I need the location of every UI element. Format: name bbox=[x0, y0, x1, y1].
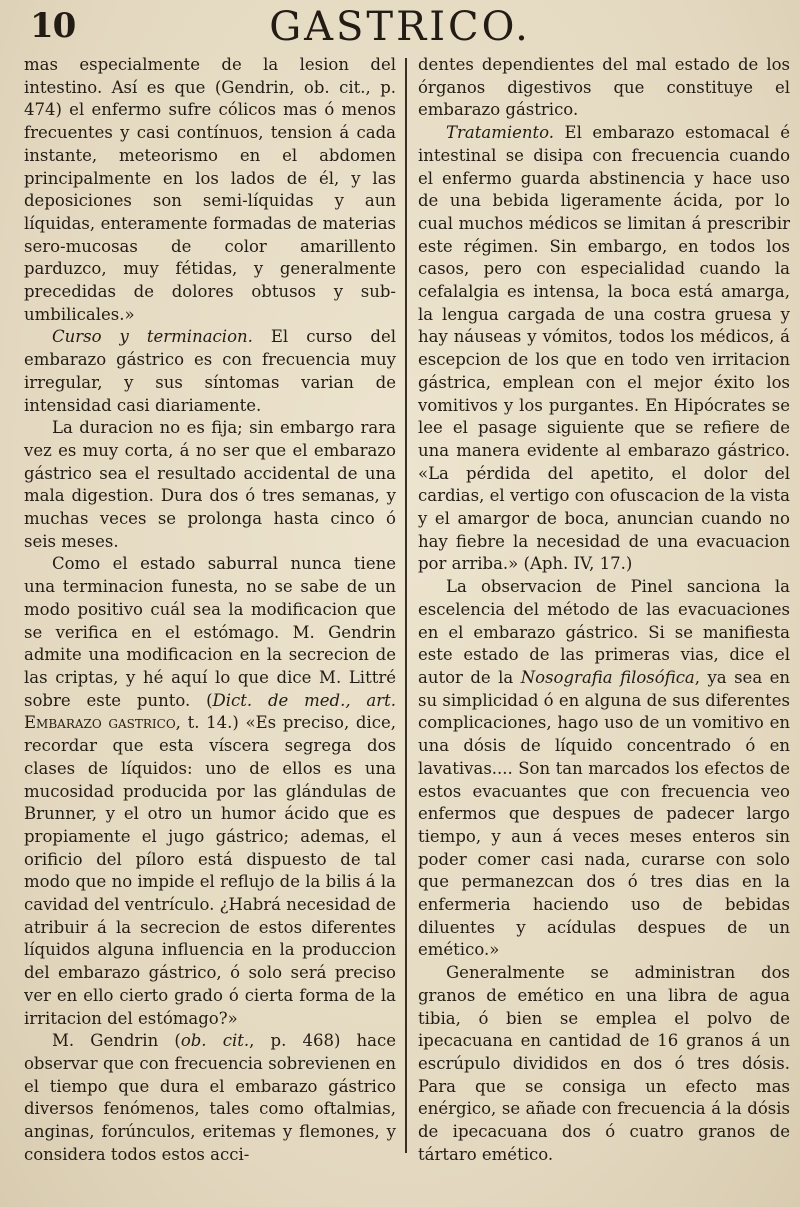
right-column bbox=[418, 54, 790, 1166]
gendrin-text-2: , p. 468) hace observar que con frecuencia sobrevienen en el tiempo que dura el embarazo gástrico diversos fenómenos, tales como oftalmias, anginas, forúnculos, eritemas y flemones, y considera todos estos acci- bbox=[24, 1031, 397, 1164]
paragraph-accidents-end: dentes dependientes del mal estado de los órganos digestivos que constituye el embarazo gástrico. bbox=[418, 55, 790, 120]
page-header bbox=[0, 4, 800, 50]
running-title: GASTRICO. bbox=[269, 4, 531, 50]
paragraph-symptoms-end: mas especialmente de la lesion del intestino. Así es que (Gendrin, ob. cit., p. 474) el enfermo sufre cólicos mas ó menos frecuentes y casi contínuos, tension á cada instante, meteorismo en el abdomen principalmente en los lados de él, y las deposiciones son semi-líquidas y aun líquidas, enteramente formadas de materias sero-mucosas de color amarillento parduzco, muy fétidas, y generalmente precedidas de dolores obtusos y sub-umbilicales.» bbox=[24, 55, 396, 324]
paragraph-treatment bbox=[418, 122, 790, 576]
section-heading-treatment: Tratamiento. bbox=[446, 123, 555, 143]
paragraph-gendrin bbox=[24, 1030, 396, 1166]
citation-nosografia: Nosografia filosófica bbox=[520, 667, 695, 687]
column-divider bbox=[405, 58, 407, 1153]
page-number: 10 bbox=[30, 6, 76, 46]
gendrin-text-1: M. Gendrin ( bbox=[52, 1031, 181, 1051]
pinel-text-2: , ya sea en su simplicidad ó en alguna de sus diferentes complicaciones, hago uso de un vomitivo en una dósis de líquido concentrado ó en lavativas.... Son tan marcados los efectos de estos evacuantes que con frecuencia veo enfermos que despues de padecer largo tiempo, y aun á veces meses enteros sin poder comer casi nada, curarse con solo que permanezcan dos ó tres dias en la enfermeria haciendo uso de bebidas diluentes y acídulas despues de un emético.» bbox=[418, 667, 790, 960]
termination-text-1: Como el estado saburral nunca tiene una terminacion funesta, no se sabe de un modo positivo cuál sea la modificacion que se verifica en el estómago. M. Gendrin admite una modificacion en la secrecion de las criptas, y hé aquí lo que dice M. Littré sobre este punto. ( bbox=[24, 554, 396, 710]
paragraph-dosage: Generalmente se administran dos granos de emético en una libra de agua tibia, ó bien se emplea el polvo de ipecacuana en cantidad de 16 granos á un escrúpulo divididos en dos ó tres dósis. Para que se consiga un efecto mas enérgico, se añade con frecuencia á la dósis de ipecacuana dos ó cuatro granos de tártaro emético. bbox=[418, 963, 790, 1164]
section-heading-course: Curso y terminacion. bbox=[52, 327, 253, 347]
left-column bbox=[24, 54, 396, 1166]
paragraph-course-text: El curso del embarazo gástrico es con frecuencia muy irregular, y sus síntomas varian de intensidad casi diariamente. bbox=[24, 327, 396, 415]
citation-dict-med: Dict. de med., art. bbox=[212, 690, 396, 710]
paragraph-treatment-text: El embarazo estomacal é intestinal se disipa con frecuencia cuando el enfermo guarda abstinencia y hace uso de una bebida ligeramente ácida, por lo cual muchos médicos se limitan á prescribir este régimen. Sin embargo, en todos los casos, pero con especialidad cuando la cefalalgia es intensa, la boca está amarga, la lengua cargada de una costra gruesa y hay náuseas y vómitos, todos los médicos, á escepcion de los que en todo ven irritacion gástrica, emplean con el mejor éxito los vomitivos y los purgantes. En Hipócrates se lee el pasage siguiente que se refiere de una manera evidente al embarazo gástrico. «La pérdida del apetito, el dolor del cardias, el vertigo con ofuscacion de la vista y el amargor de boca, anuncian cuando no hay fiebre la necesidad de una evacuacion por arriba.» (Aph. IV, 17.) bbox=[418, 123, 790, 574]
termination-text-2: , t. 14.) «Es preciso, dice, recordar que esta víscera segrega dos clases de líquidos: uno de ellos es una mucosidad producida por las glándulas de Brunner, y el otro un humor ácido que es propiamente el jugo gástrico; ademas, el orificio del píloro está dispuesto de tal modo que no impide el reflujo de la bilis á la cavidad del ventrículo. ¿Habrá necesidad de atribuir á la secrecion de estos diferentes líquidos alguna influencia en la produccion del embarazo gástrico, ó solo será preciso ver en ello cierto grado ó cierta forma de la irritacion del estómago?» bbox=[24, 713, 396, 1028]
citation-article: Embarazo gastrico bbox=[24, 713, 176, 733]
paragraph-pinel bbox=[418, 576, 790, 962]
paragraph-termination bbox=[24, 553, 396, 1030]
pinel-text-1: La observacion de Pinel sanciona la escelencia del método de las evacuaciones en el embarazo gástrico. Si se manifiesta este estado de las primeras vias, dice el autor de la bbox=[418, 577, 790, 687]
citation-ob-cit: ob. cit. bbox=[180, 1031, 250, 1051]
paragraph-duration: La duracion no es fija; sin embargo rara vez es muy corta, á no ser que el embarazo gástrico sea el resultado accidental de una mala digestion. Dura dos ó tres semanas, y muchas veces se prolonga hasta cinco ó seis meses. bbox=[24, 418, 396, 551]
paragraph-course bbox=[24, 326, 396, 417]
